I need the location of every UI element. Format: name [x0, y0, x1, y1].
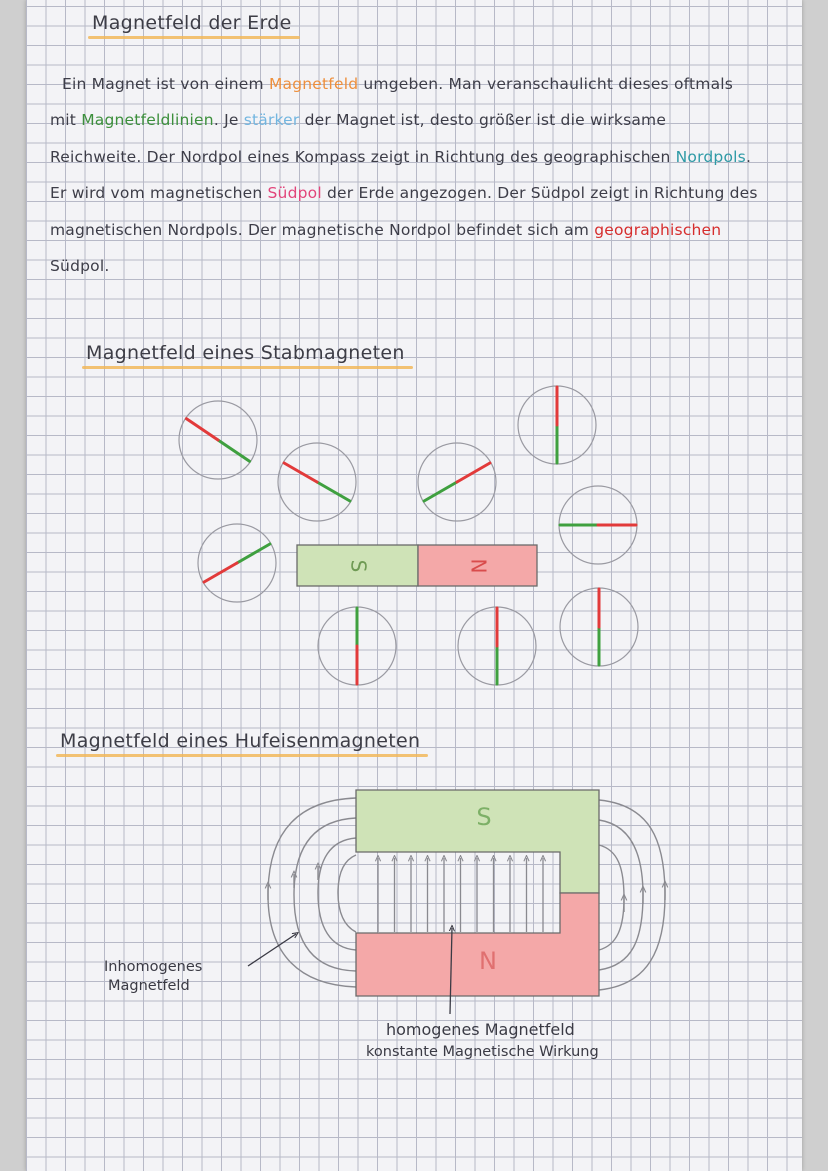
horseshoe-pole-n-label: N: [479, 947, 497, 975]
field-line-left-innermost: [338, 855, 356, 932]
intro-text: der Magnet ist, desto größer ist die wirksame Reichweite. Der Nordpol eines Kompass zeigt in Richtung des geographischen: [50, 111, 676, 166]
field-line-right-inner: [599, 845, 624, 950]
compass-group: [179, 386, 638, 685]
field-line-left-inner: [318, 838, 356, 950]
needle-south: [218, 440, 250, 461]
compass: [318, 607, 396, 685]
label-homogeneous-line2: konstante Magnetische Wirkung: [366, 1044, 599, 1060]
label-inhomogeneous-line1: Inhomogenes: [104, 959, 203, 975]
needle-south: [237, 544, 270, 563]
bar-pole-s-label: S: [346, 559, 371, 573]
intro-text: der Erde angezogen. Der Südpol zeigt in Richtung des magnetischen Nordpols. Der magnetische Nordpol befindet sich am: [50, 184, 758, 239]
field-line-right-outer: [599, 800, 665, 990]
highlighted-term: Südpol: [267, 184, 322, 202]
highlighted-term: Magnetfeldlinien: [81, 111, 214, 129]
highlighted-term: Nordpols: [675, 147, 746, 166]
compass: [418, 443, 496, 521]
page-title: Magnetfeld der Erde: [92, 12, 292, 34]
intro-text: Ein Magnet ist von einem: [62, 74, 269, 93]
horseshoe-magnet-heading: Magnetfeld eines Hufeisenmagneten: [60, 730, 421, 752]
needle-north: [204, 563, 237, 582]
intro-text: Südpol.: [50, 257, 110, 275]
needle-north: [186, 419, 218, 440]
needle-north: [284, 463, 317, 482]
field-line-left-outer: [268, 798, 356, 987]
compass: [198, 524, 276, 602]
intro-text: . Je: [213, 111, 244, 129]
needle-north: [457, 463, 490, 482]
compass: [179, 401, 257, 479]
compass: [559, 486, 637, 564]
compass: [518, 386, 596, 464]
bar-pole-n-label: N: [466, 558, 491, 574]
label-homogeneous-line1: homogenes Magnetfeld: [386, 1020, 575, 1039]
compass: [278, 443, 356, 521]
bar-magnet-heading: Magnetfeld eines Stabmagneten: [86, 342, 405, 364]
highlighted-term: Magnetfeld: [268, 74, 359, 93]
intro-text: umgeben. Man veranschaulicht dieses oftmals mit: [50, 74, 734, 129]
horseshoe-magnet: [104, 790, 665, 1060]
highlighted-term: geographischen: [594, 220, 722, 239]
compass: [458, 607, 536, 685]
homogeneous-field-lines: [378, 858, 543, 932]
label-inhomogeneous-line2: Magnetfeld: [108, 978, 190, 994]
intro-text: . Er wird vom magnetischen: [50, 147, 752, 202]
needle-south: [317, 482, 350, 501]
horseshoe-pole-s-label: S: [476, 803, 492, 831]
highlighted-term: stärker: [243, 111, 300, 129]
needle-south: [424, 482, 457, 501]
compass: [560, 588, 638, 666]
bar-magnet: [297, 545, 537, 586]
